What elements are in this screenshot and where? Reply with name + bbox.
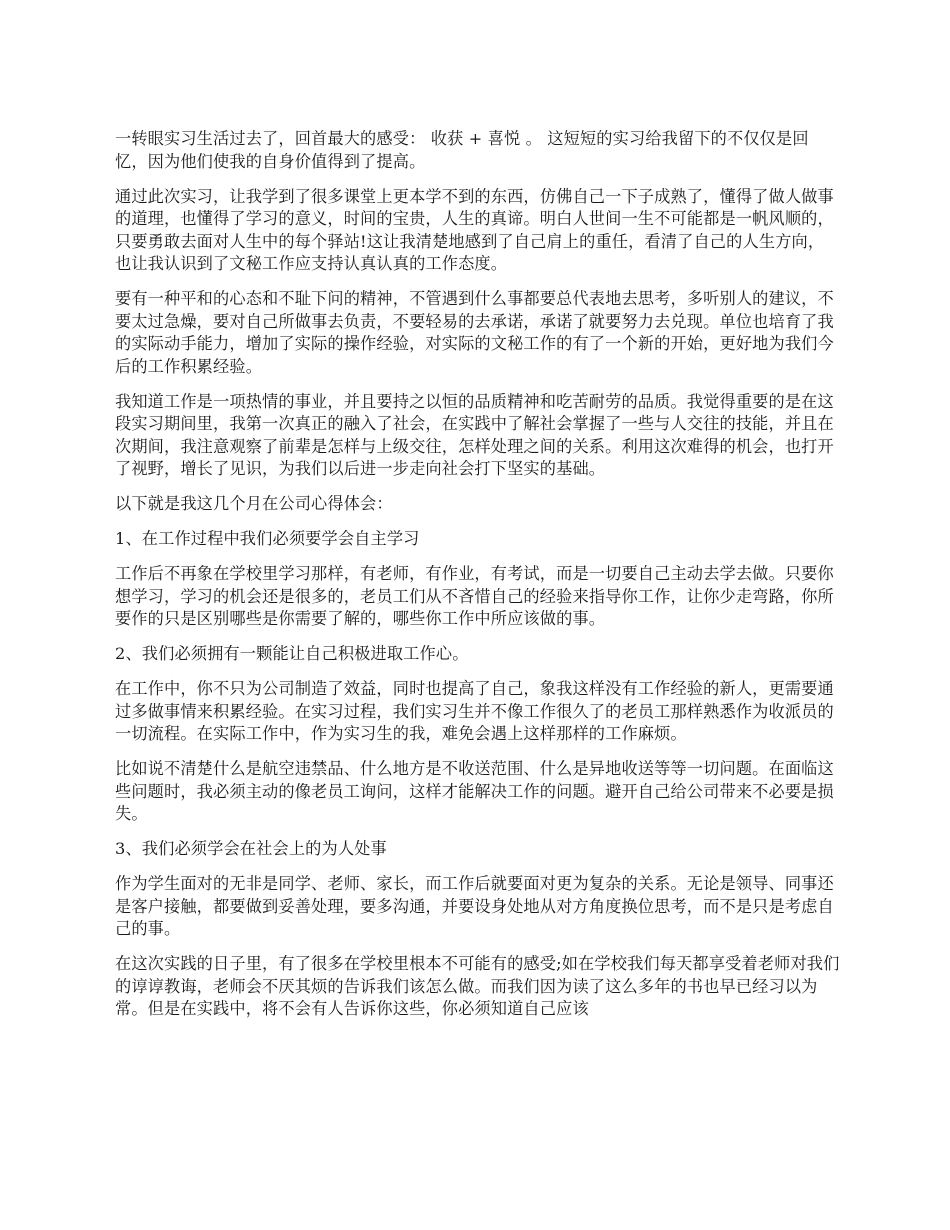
document-body — [115, 128, 840, 1033]
paragraph-summary-lead: 以下就是我这几个月在公司心得体会： — [115, 494, 393, 513]
paragraph-work-passion: 我知道工作是一项热情的事业，并且要持之以恒的品质精神和吃苦耐劳的品质。我觉得重要的是在这段实习期间里，我第一次真正的融入了社会，在实践中了解社会掌握了一些与人交往的技能，并且在次期间，我注意观察了前辈是怎样与上级交往，怎样处理之间的关系。利用这次难得的机会，也打开了视野，增长了见识，为我们以后进一步走向社会打下坚实的基础。 — [115, 391, 834, 478]
paragraph-practice: 在这次实践的日子里，有了很多在学校里根本不可能有的感受;如在学校我们每天都享受着老师对我们的谆谆教诲，老师会不厌其烦的告诉我们该怎么做。而我们因为读了这么多年的书也早已经习以为常。但是在实践中，将不会有人告诉你这些，你必须知道自己应该 — [115, 954, 840, 1018]
section-heading-1: 1、在工作过程中我们必须要学会自主学习 — [115, 529, 420, 548]
paragraph-relationships: 作为学生面对的无非是同学、老师、家长，而工作后就要面对更为复杂的关系。无论是领导、同事还是客户接触，都要做到妥善处理，要多沟通，并要设身处地从对方角度换位思考，而不是只是考虑自己的事。 — [115, 874, 834, 938]
section-heading-3: 3、我们必须学会在社会上的为人处事 — [115, 839, 387, 858]
paragraph-problems: 比如说不清楚什么是航空违禁品、什么地方是不收送范围、什么是异地收送等等一切问题。在面临这些问题时，我必须主动的像老员工询问，这样才能解决工作的问题。避开自己给公司带来不必要是损失。 — [115, 759, 834, 823]
paragraph-internship-gains: 通过此次实习，让我学到了很多课堂上更本学不到的东西，仿佛自己一下子成熟了，懂得了做人做事的道理，也懂得了学习的意义，时间的宝贵，人生的真谛。明白人世间一生不可能都是一帆风顺的，只要勇敢去面对人生中的每个驿站!这让我清楚地感到了自己肩上的重任，看清了自己的人生方向，也让我认识到了文秘工作应支持认真认真的工作态度。 — [115, 186, 834, 273]
paragraph-initiative: 在工作中，你不只为公司制造了效益，同时也提高了自己，象我这样没有工作经验的新人，更需要通过多做事情来积累经验。在实习过程，我们实习生并不像工作很久了的老员工那样熟悉作为收派员的一切流程。在实际工作中，作为实习生的我，难免会遇上这样那样的工作麻烦。 — [115, 679, 834, 743]
paragraph-intro: 一转眼实习生活过去了，回首最大的感受： 收获 + 喜悦 。 这短短的实习给我留下的不仅仅是回忆，因为他们使我的自身价值得到了提高。 — [115, 129, 809, 171]
section-heading-2: 2、我们必须拥有一颗能让自己积极进取工作心。 — [115, 644, 469, 663]
paragraph-self-learning: 工作后不再象在学校里学习那样，有老师，有作业，有考试，而是一切要自己主动去学去做。只要你想学习，学习的机会还是很多的，老员工们从不吝惜自己的经验来指导你工作，让你少走弯路，你所要作的只是区别哪些是你需要了解的，哪些你工作中所应该做的事。 — [115, 564, 834, 628]
paragraph-attitude: 要有一种平和的心态和不耻下问的精神，不管遇到什么事都要总代表地去思考，多听别人的建议，不要太过急燥，要对自己所做事去负责，不要轻易的去承诺，承诺了就要努力去兑现。单位也培育了我的实际动手能力，增加了实际的操作经验，对实际的文秘工作的有了一个新的开始，更好地为我们今后的工作积累经验。 — [115, 289, 834, 376]
